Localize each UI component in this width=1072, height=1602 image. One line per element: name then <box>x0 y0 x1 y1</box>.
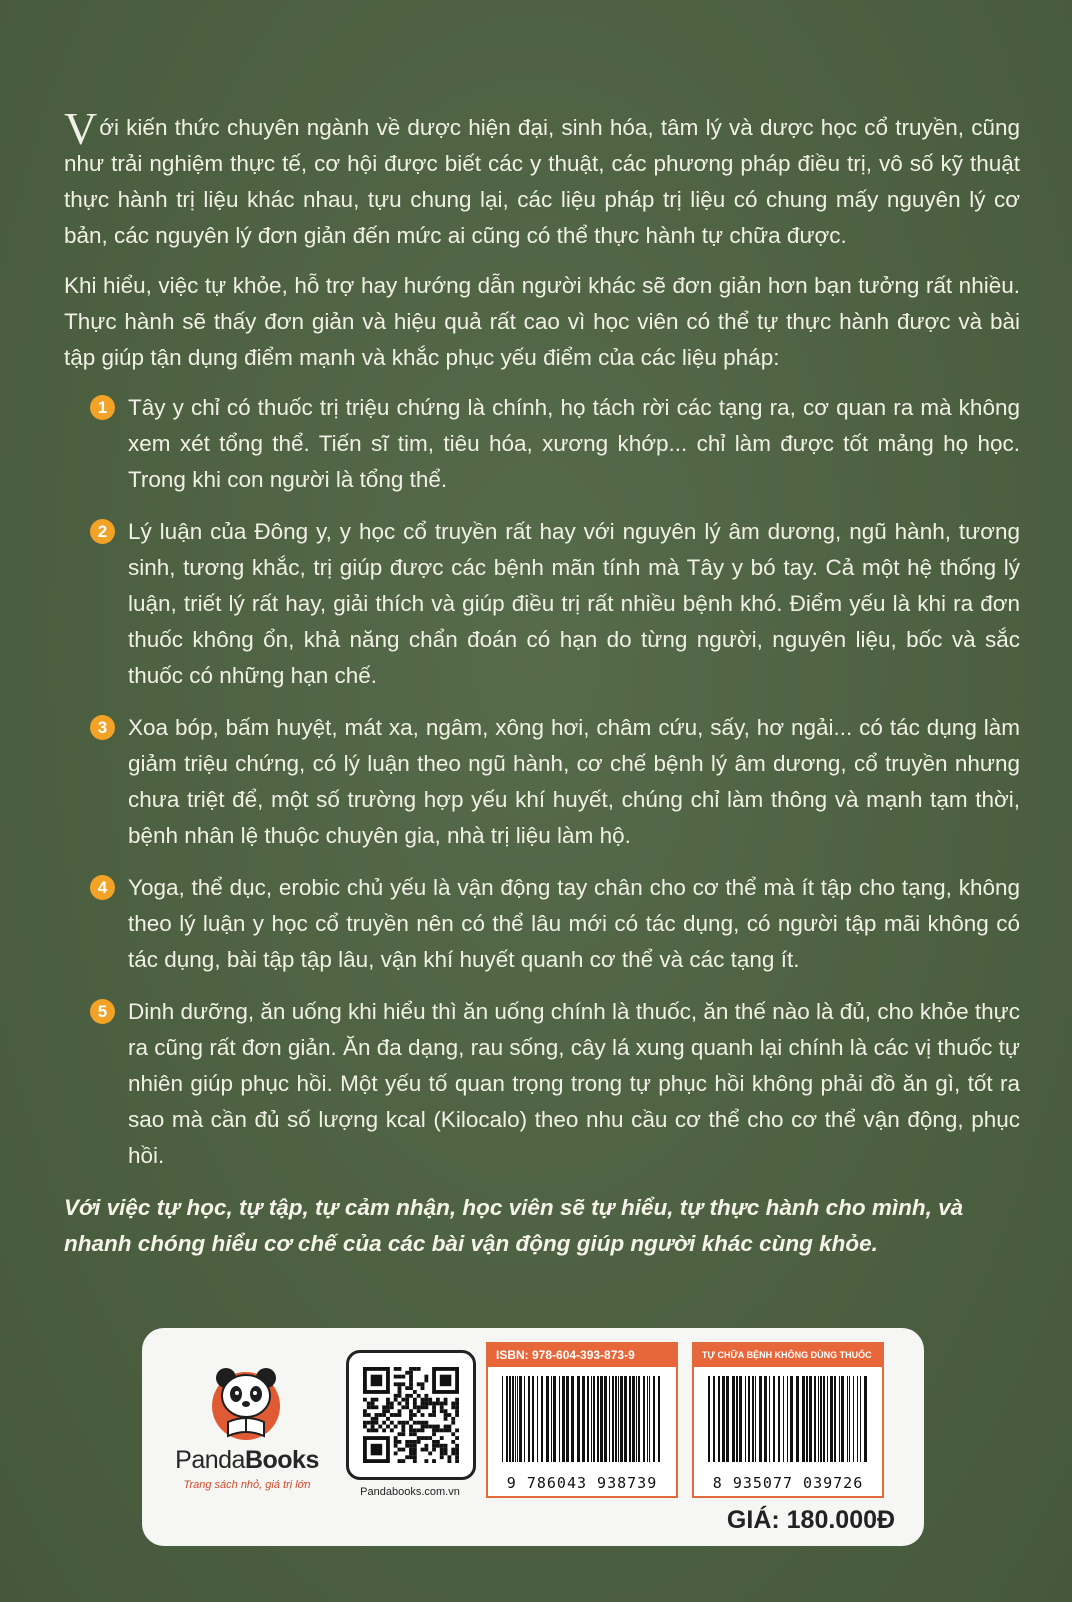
number-badge: 1 <box>90 395 115 420</box>
barcode-icon <box>708 1376 868 1462</box>
isbn-barcode <box>486 1342 678 1498</box>
point-text: Yoga, thể dục, erobic chủ yếu là vận động tay chân cho cơ thể mà ít tập cho tạng, không theo lý luận y học cổ truyền nên có thể lâu mới có tác dụng, có người tập mãi không có tác dụng, bài tập tập lâu, vận khí huyết quanh cơ thể và các tạng ít. <box>128 875 1020 972</box>
barcode-digits: 9 786043 938739 <box>506 1474 658 1492</box>
number-badge: 4 <box>90 875 115 900</box>
lead-paragraph: Khi hiểu, việc tự khỏe, hỗ trợ hay hướng dẫn người khác sẽ đơn giản hơn bạn tưởng rất nhiều. Thực hành sẽ thấy đơn giản và hiệu quả rất cao vì học viên có thể tự thực hành được và bài tập giúp tận dụng điểm mạnh và khắc phục yếu điểm của các liệu pháp: <box>64 273 1020 370</box>
website-url: Pandabooks.com.vn <box>360 1486 460 1498</box>
number-badge: 5 <box>90 999 115 1024</box>
publisher-panel <box>142 1328 924 1546</box>
product-barcode <box>692 1342 884 1498</box>
number-badge: 2 <box>90 519 115 544</box>
point-text: Xoa bóp, bấm huyệt, mát xa, ngâm, xông hơi, châm cứu, sấy, hơ ngải... có tác dụng làm giảm triệu chứng, có lý luận theo ngũ hành, cơ chế bệnh lý âm dương, cổ truyền nhưng chưa triệt để, một số trường hợp yếu khí huyết, chúng chỉ làm thông và mạnh tạm thời, bệnh nhân lệ thuộc chuyên gia, nhà trị liệu làm hộ. <box>128 715 1020 848</box>
body-text <box>64 103 1020 1285</box>
barcode-label: ISBN: 978-604-393-873-9 <box>488 1344 676 1367</box>
intro-text: ới kiến thức chuyên ngành về dược hiện đại, sinh hóa, tâm lý và dược học cổ truyền, cũng như trải nghiệm thực tế, cơ hội được biết các y thuật, các phương pháp điều trị, vô số kỹ thuật thực hành trị liệu khác nhau, tựu chung lại, các liệu pháp trị liệu có chung mấy nguyên lý cơ bản, các nguyên lý đơn giản đến mức ai cũng có thể thực hành tự chữa được. <box>64 115 1020 248</box>
point-text: Dinh dưỡng, ăn uống khi hiểu thì ăn uống chính là thuốc, ăn thế nào là đủ, cho khỏe thực ra cũng rất đơn giản. Ăn đa dạng, rau sống, cây lá xung quanh lại chính là các vị thuốc tự nhiên giúp phục hồi. Một yếu tố quan trọng trong tự phục hồi không phải đồ ăn gì, tốt ra sao mà cần đủ số lượng kcal (Kilocalo) theo nhu cầu cơ thể cho cơ thể vận động, phục hồi. <box>128 999 1020 1168</box>
list-item <box>64 870 1020 978</box>
list-item <box>64 514 1020 694</box>
point-list <box>64 390 1020 1174</box>
barcode-digits: 8 935077 039726 <box>712 1474 864 1492</box>
brand-tagline: Trang sách nhỏ, giá trị lớn <box>183 1479 311 1491</box>
list-item <box>64 994 1020 1174</box>
qr-code-icon <box>363 1367 459 1463</box>
list-item <box>64 710 1020 854</box>
qr-code <box>346 1350 476 1480</box>
point-text: Tây y chỉ có thuốc trị triệu chứng là chính, họ tách rời các tạng ra, cơ quan ra mà không xem xét tổng thể. Tiến sĩ tim, tiêu hóa, xương khớp... chỉ làm được tốt mảng họ học. Trong khi con người là tổng thể. <box>128 395 1020 492</box>
intro-paragraph <box>64 103 1020 254</box>
brand-part: Panda <box>175 1446 245 1474</box>
barcode-icon <box>502 1376 662 1462</box>
number-badge: 3 <box>90 715 115 740</box>
panda-icon <box>206 1362 286 1442</box>
barcode-label: TỰ CHỮA BỆNH KHÔNG DÙNG THUỐC <box>694 1344 882 1367</box>
brand-part: Books <box>244 1446 319 1474</box>
brand-name <box>162 1446 332 1475</box>
price-label: GIÁ: 180.000Đ <box>726 1506 896 1534</box>
closing-statement: Với việc tự học, tự tập, tự cảm nhận, học viên sẽ tự hiểu, tự thực hành cho mình, và nhanh chóng hiểu cơ chế của các bài vận động giúp người khác cùng khỏe. <box>64 1195 964 1256</box>
point-text: Lý luận của Đông y, y học cổ truyền rất hay với nguyên lý âm dương, ngũ hành, tương sinh, tương khắc, trị giúp được các bệnh mãn tính mà Tây y bó tay. Cả một hệ thống lý luận, triết lý rất hay, giải thích và giúp điều trị rất nhiều bệnh khó. Điểm yếu là khi ra đơn thuốc không ổn, khả năng chẩn đoán có hạn do từng người, nguyên liệu, bốc và sắc thuốc có những hạn chế. <box>128 519 1020 688</box>
drop-cap: V <box>64 103 98 154</box>
list-item <box>64 390 1020 498</box>
publisher-logo <box>162 1362 332 1512</box>
